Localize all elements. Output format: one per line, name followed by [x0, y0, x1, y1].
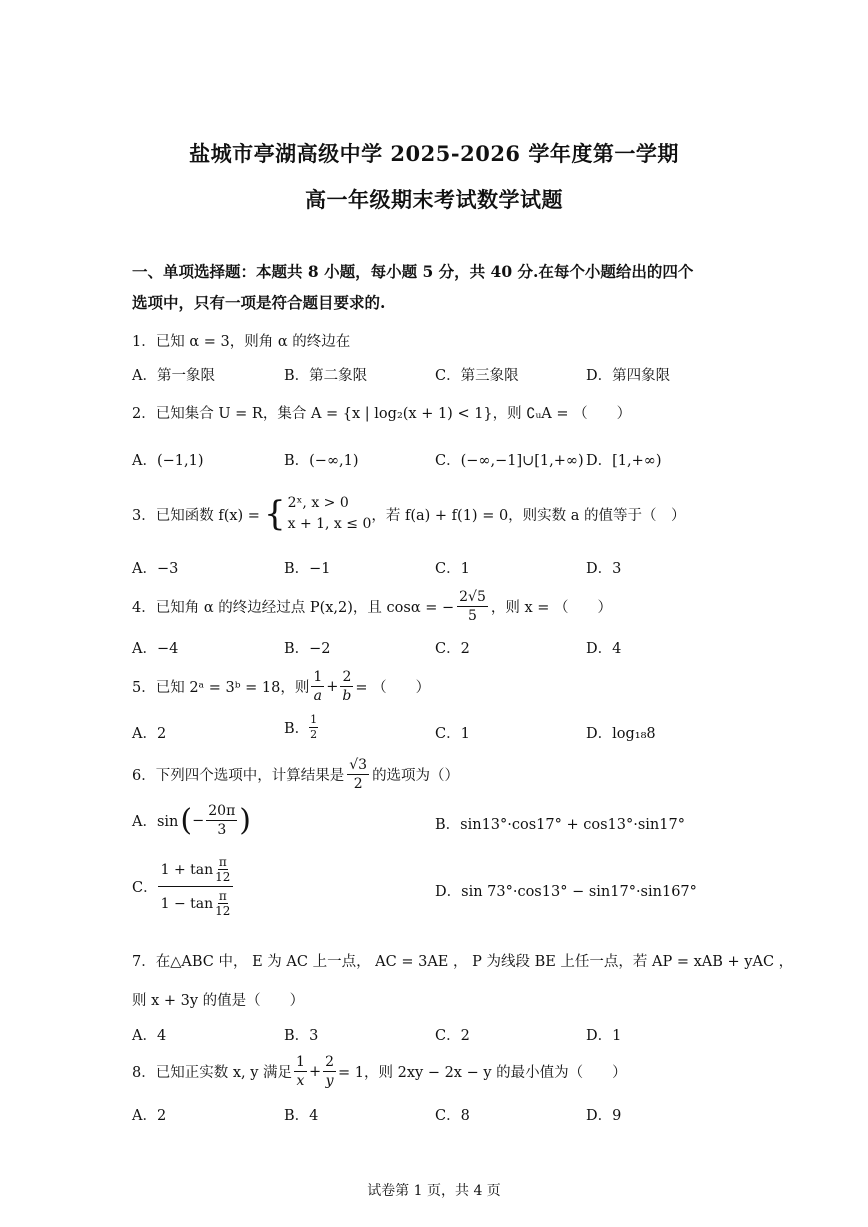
question-6-option-b: B．sin13°·cos17° + cos13°·sin17°: [435, 817, 685, 833]
fraction: [206, 802, 237, 839]
question-6-stem: [132, 756, 459, 793]
question-4-option-d: D．4: [586, 641, 622, 657]
pi: π: [218, 889, 227, 903]
question-4-stem: [132, 588, 612, 625]
fraction-denominator: 2: [310, 728, 318, 741]
question-6-option-d: D．sin 73°·cos13° − sin17°·sin167°: [435, 884, 697, 900]
question-8-option-c: C．8: [435, 1108, 470, 1124]
exam-title-line1: 盐城市亭湖高级中学 2025-2026 学年度第一学期: [189, 141, 679, 166]
fraction: [457, 588, 488, 625]
question-4-stem-pre: 4．已知角 α 的终边经过点 P(x,2)，且 cosα = −: [132, 600, 455, 616]
fraction-numerator: 1: [313, 669, 323, 685]
option-a-text: A．sin: [132, 814, 179, 830]
question-1-option-b: B．第二象限: [284, 368, 368, 384]
fraction-numerator: 2: [342, 669, 352, 685]
fraction-numerator: 1: [310, 713, 318, 726]
question-7-stem-line2: 则 x + 3y 的值是（ ）: [132, 993, 305, 1009]
fraction-numerator: 2√5: [459, 589, 486, 605]
question-8-stem: [132, 1053, 627, 1090]
fraction: [294, 1053, 307, 1090]
question-2-stem: 2．已知集合 U = R，集合 A = {x | log₂(x + 1) < 1}，则 ∁ᵤA = （ ）: [132, 406, 632, 422]
fraction-numerator: 20π: [208, 803, 236, 819]
question-5-stem-pre: 5．已知 2ᵃ = 3ᵇ = 18，则: [132, 680, 310, 696]
question-3-option-c: C．1: [435, 561, 470, 577]
fraction: [347, 756, 369, 793]
question-6-stem-post: 的选项为（）: [372, 768, 460, 784]
fraction-numerator: √3: [349, 757, 368, 773]
question-8-option-d: D．9: [586, 1108, 622, 1124]
question-2-option-a: A．(−1,1): [132, 453, 204, 469]
question-7-stem-line1: 7．在△ABC 中， E 为 AC 上一点， AC = 3AE ， P 为线段 BE 上任一点，若 AP = xAB + yAC ，: [132, 954, 794, 970]
question-5-option-a: A．2: [132, 726, 167, 742]
fraction: [309, 713, 318, 742]
plus-sign: +: [308, 1063, 322, 1080]
section-heading-line1: 一、单项选择题：本题共 8 小题，每小题 5 分，共 40 分.在每个小题给出的四个: [132, 262, 694, 281]
numerator-text: 1 + tan: [160, 861, 214, 878]
fraction-denominator: a: [313, 688, 323, 704]
piecewise-cases: [288, 493, 372, 535]
question-1-stem: 1．已知 α = 3，则角 α 的终边在: [132, 334, 351, 350]
question-2-option-c: C．(−∞,−1]∪[1,+∞): [435, 453, 584, 469]
question-4-option-b: B．−2: [284, 641, 331, 657]
fraction: [323, 1053, 336, 1090]
question-2-option-d: D．[1,+∞): [586, 453, 662, 469]
fraction: [311, 668, 324, 705]
question-8-option-a: A．2: [132, 1108, 167, 1124]
question-7-option-b: B．3: [284, 1028, 319, 1044]
section-heading: [132, 256, 742, 318]
question-5-stem: [132, 668, 430, 705]
question-7-option-c: C．2: [435, 1028, 470, 1044]
question-7-option-a: A．4: [132, 1028, 167, 1044]
fraction-denominator: 2: [353, 776, 363, 792]
question-6-stem-pre: 6．下列四个选项中，计算结果是: [132, 768, 345, 784]
question-6-option-c: [132, 855, 233, 918]
compound-fraction: [158, 855, 234, 918]
fraction-numerator: 2: [325, 1054, 335, 1070]
question-3-option-d: D．3: [586, 561, 622, 577]
question-4-stem-post: ，则 x = （ ）: [490, 600, 613, 616]
fraction-numerator: 1: [296, 1054, 305, 1070]
minus-sign: −: [192, 812, 205, 829]
fraction-denominator: y: [325, 1073, 334, 1089]
question-3-stem-pre: 3．已知函数 f(x) =: [132, 507, 260, 524]
fraction-denominator: x: [296, 1073, 305, 1089]
question-3-stem-post: ，若 f(a) + f(1) = 0，则实数 a 的值等于（ ）: [371, 507, 686, 524]
question-4-option-a: A．−4: [132, 641, 179, 657]
question-2-option-b: B．(−∞,1): [284, 453, 359, 469]
fraction-denominator: 3: [217, 822, 227, 838]
question-1-option-d: D．第四象限: [586, 368, 671, 384]
fraction: [340, 668, 353, 705]
section-heading-line2: 选项中，只有一项是符合题目要求的.: [132, 293, 386, 312]
compound-numerator: [158, 855, 234, 887]
right-paren: ): [239, 802, 251, 838]
option-label: B．: [284, 721, 310, 737]
question-8-stem-pre: 8．已知正实数 x, y 满足: [132, 1065, 293, 1081]
fraction-denominator: 5: [468, 608, 477, 624]
piecewise-case-1: 2ˣ, x > 0: [287, 495, 349, 511]
question-3-stem: [132, 493, 686, 535]
left-paren: (: [180, 802, 193, 838]
fraction-denominator: b: [342, 688, 352, 704]
question-8-stem-post: = 1，则 2xy − 2x − y 的最小值为（ ）: [338, 1065, 627, 1081]
question-7-option-d: D．1: [586, 1028, 622, 1044]
question-1-option-c: C．第三象限: [435, 368, 519, 384]
question-5-option-b: [284, 713, 318, 742]
compound-denominator: [158, 887, 234, 918]
question-6-option-a: [132, 802, 251, 839]
pi-over-12: [215, 889, 230, 918]
denominator-text: 1 − tan: [160, 895, 214, 912]
question-5-option-d: D．log₁₈8: [586, 726, 656, 742]
question-4-option-c: C．2: [435, 641, 470, 657]
question-5-stem-post: = （ ）: [355, 680, 431, 696]
pi: π: [218, 855, 227, 869]
question-8-option-b: B．4: [284, 1108, 319, 1124]
exam-title-line2: 高一年级期末考试数学试题: [305, 187, 563, 212]
page-footer: 试卷第 1 页，共 4 页: [367, 1183, 501, 1199]
twelve: 12: [215, 904, 231, 918]
plus-sign: +: [326, 678, 339, 695]
twelve: 12: [215, 870, 231, 884]
piecewise-case-2: x + 1, x ≤ 0: [287, 516, 372, 532]
question-1-option-a: A．第一象限: [132, 368, 215, 384]
option-c-label: C．: [132, 880, 158, 896]
question-3-option-a: A．−3: [132, 561, 179, 577]
left-brace: {: [263, 494, 286, 534]
question-3-option-b: B．−1: [284, 561, 331, 577]
pi-over-12: [215, 855, 230, 884]
question-5-option-c: C．1: [435, 726, 470, 742]
